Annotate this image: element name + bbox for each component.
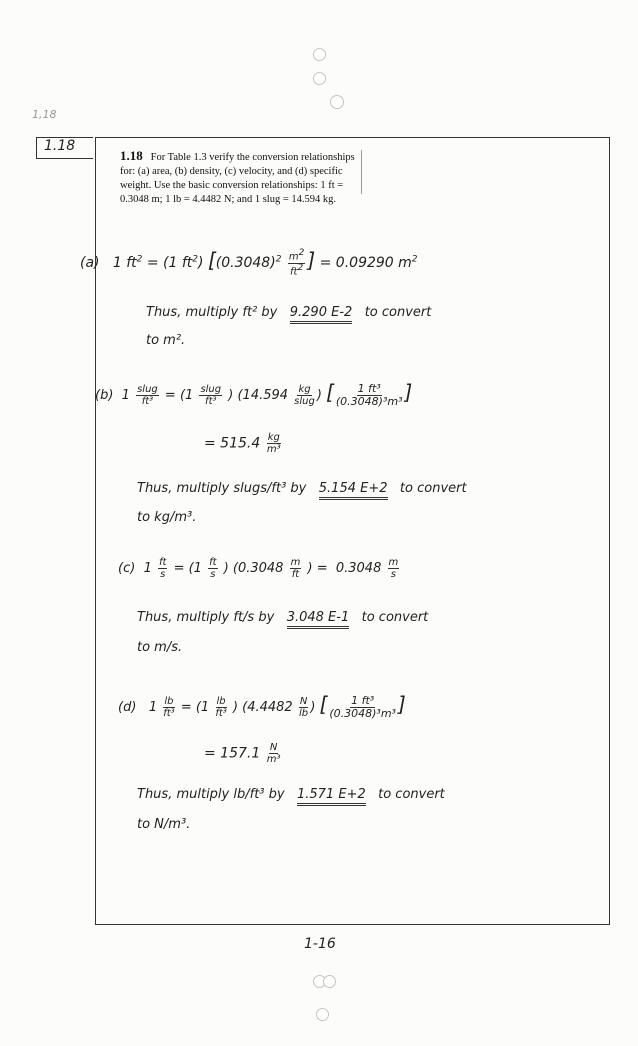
punch-hole	[313, 48, 326, 61]
part-b-result: = 515.4 $\frac{kg}{\text{m³}}$	[204, 432, 281, 455]
part-c-equation: (c) 1 $\frac{ft}{s}$ = (1 $\frac{ft}{s}$ ) (0.3048 $\frac{m}{ft}$ ) = 0.3048 $\frac{m}{s}$	[118, 557, 399, 580]
punch-hole	[316, 1008, 329, 1021]
part-d-conclusion: Thus, multiply lb/ft³ by 1.571 E+2 to convert	[137, 787, 445, 802]
problem-statement	[120, 147, 355, 206]
punch-hole	[323, 975, 336, 988]
part-d-factor: 1.571 E+2	[297, 787, 366, 806]
part-a-factor: 9.290 E-2	[290, 305, 353, 324]
problem-tab-label: 1.18	[44, 138, 76, 154]
part-c-factor: 3.048 E-1	[287, 610, 350, 629]
part-b-equation: (b) 1 $\frac{\text{slug}}{\text{ft³}}$ = (1 $\frac{\text{slug}}{\text{ft³}}$ ) (14.594 $\frac{kg}{\text{slug}}$ ) [ $\frac{\text{1 ft³}}{\text{(0.3048)³m³}}$ ]	[95, 380, 413, 408]
punch-hole	[330, 95, 344, 109]
problem-text-divider	[361, 150, 363, 194]
part-d-conclusion-2: to N/m³.	[137, 817, 191, 832]
problem-number: 1.18	[120, 148, 143, 163]
part-b-label: (b)	[95, 388, 114, 403]
punch-hole	[313, 72, 326, 85]
part-d-label: (d)	[118, 700, 137, 715]
part-b-conclusion: Thus, multiply slugs/ft³ by 5.154 E+2 to convert	[137, 481, 467, 496]
part-b-factor: 5.154 E+2	[319, 481, 388, 500]
part-a-conclusion-2: to m².	[146, 333, 186, 348]
part-c-conclusion-2: to m/s.	[137, 640, 183, 655]
margin-note: 1,18	[32, 108, 57, 121]
part-c-result: 0.3048	[335, 561, 382, 576]
part-d-result: = 157.1 $\frac{N}{\text{m³}}$	[204, 742, 281, 765]
part-c-conclusion: Thus, multiply ft/s by 3.048 E-1 to convert	[137, 610, 428, 625]
part-c-label: (c)	[118, 561, 136, 576]
part-d-equation: (d) 1 $\frac{lb}{\text{ft³}}$ = (1 $\frac{lb}{\text{ft³}}$ ) (4.4482 $\frac{N}{lb}$ ) [ $\frac{\text{1 ft³}}{\text{(0.3048)³m³}}$ ]	[118, 692, 406, 720]
page-number: 1-16	[304, 936, 336, 952]
part-a-equation: (a) 1 $ft^2 = (1$ $ft^2$) [$(0.3048)^2$ $\frac{m2}{ft2}$ ] = 0.09290 $m^2$	[80, 248, 418, 277]
part-a-conclusion: Thus, multiply ft² by 9.290 E-2 to convert	[146, 305, 431, 320]
problem-text: For Table 1.3 verify the conversion relationships for: (a) area, (b) density, (c) velocity, and (d) specific weight. Use the basic conversion relationships: 1 ft = 0.3048 m; 1 lb = 4.4482 N; and 1 slug = 14.594 kg.	[120, 152, 355, 205]
part-b-conclusion-2: to kg/m³.	[137, 510, 197, 525]
part-a-label: (a)	[80, 255, 100, 271]
part-a-result: = 0.09290 m	[319, 255, 412, 271]
